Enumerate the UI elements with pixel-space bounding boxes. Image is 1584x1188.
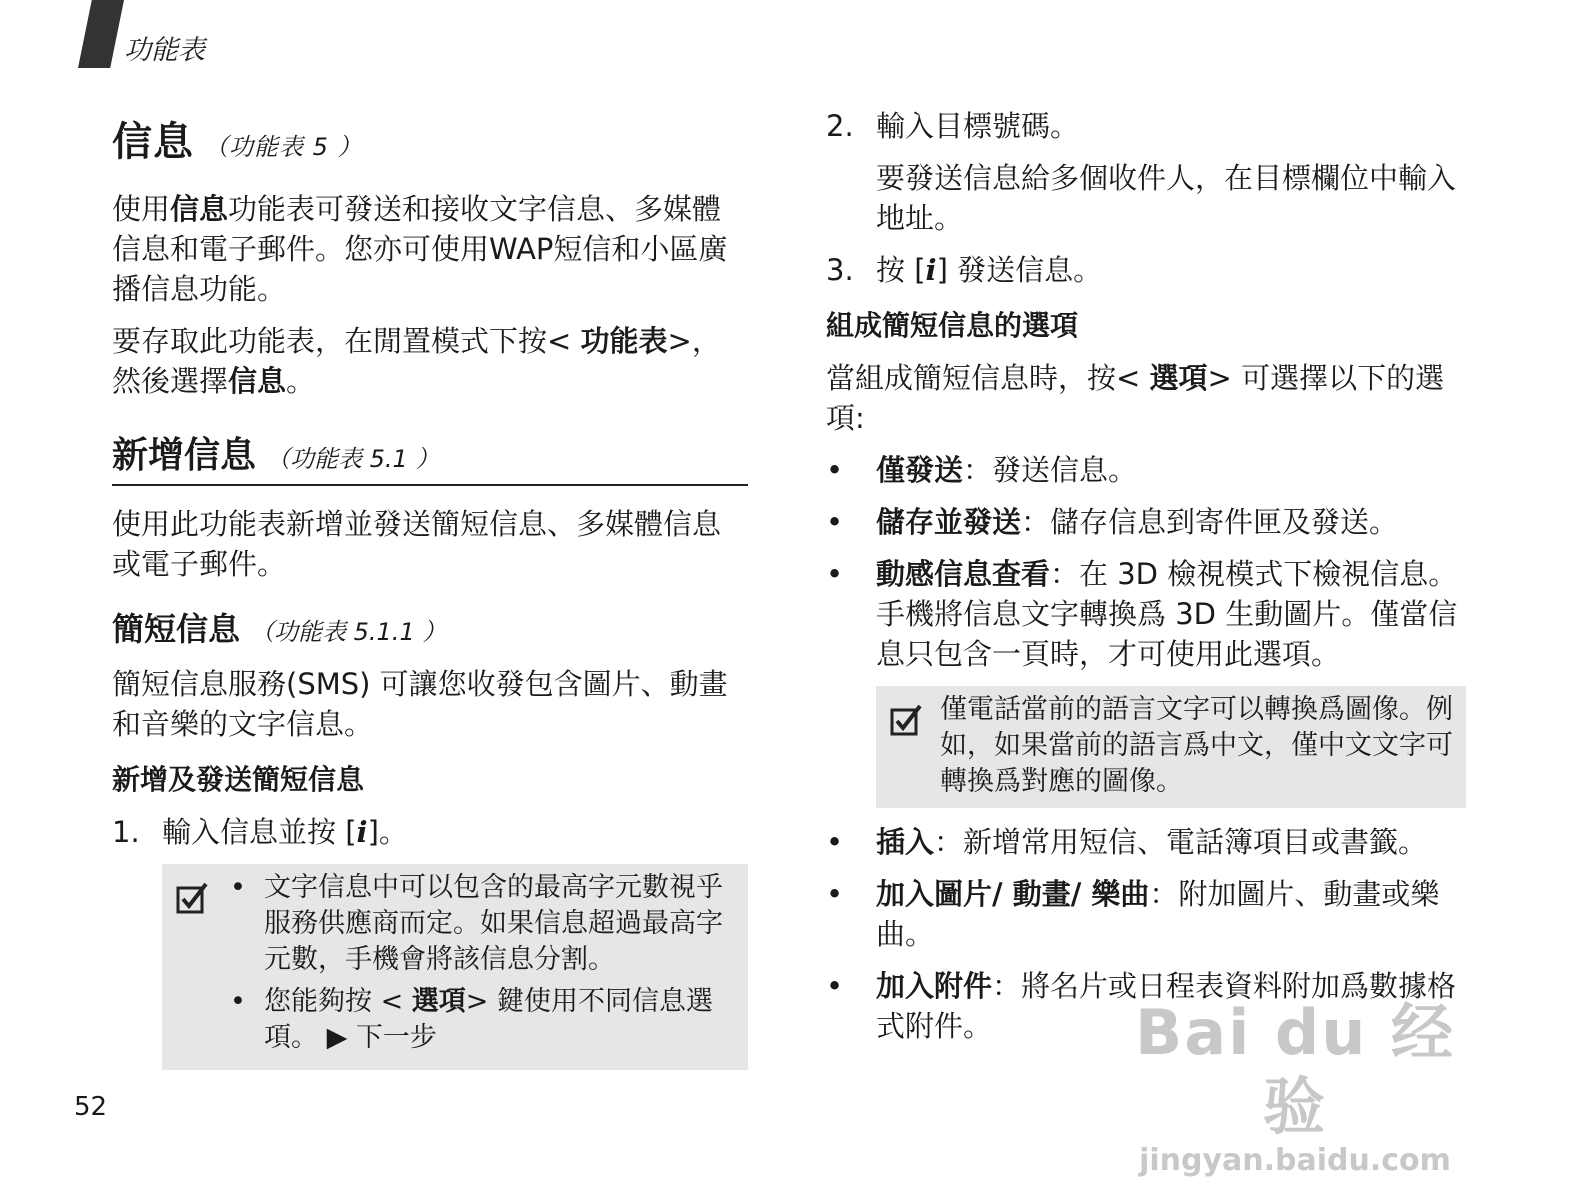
- page-number: 52: [74, 1092, 108, 1122]
- checkbox-note-icon: [172, 882, 212, 914]
- option-text: ：儲存信息到寄件匣及發送。: [1021, 505, 1399, 539]
- bold-term: 選項: [411, 986, 466, 1017]
- header-decor-bar: [78, 0, 124, 68]
- text-run: 按 [: [876, 253, 926, 287]
- bold-term: 選項: [1149, 361, 1208, 395]
- text-run: 使用: [112, 192, 171, 226]
- text-run: > 鍵使用不同信息選項。 ▶ 下一步: [264, 986, 714, 1053]
- option-text: ：新增常用短信、電話簿項目或書籤。: [934, 825, 1428, 859]
- option-text: ：在 3D 檢視模式下檢視信息。手機將信息文字轉換爲 3D 生動圖片。僅當信息只包含一頁時，才可使用此選項。: [876, 557, 1458, 671]
- option-text: ：附加圖片、動畫或樂曲。: [876, 877, 1440, 951]
- checkbox-note-icon: [886, 704, 926, 736]
- option-label: 加入圖片/ 動畫/ 樂曲: [876, 877, 1150, 911]
- watermark-url: jingyan.baidu.com: [1139, 1143, 1451, 1178]
- bold-term: 信息: [170, 192, 229, 226]
- step-3: [826, 250, 1466, 290]
- bold-term: 功能表: [580, 324, 668, 358]
- note-item: [226, 984, 736, 1056]
- option-item: [826, 822, 1466, 862]
- option-label: 僅發送: [876, 453, 964, 487]
- options-list: [826, 450, 1466, 674]
- intro-paragraph-1: [112, 189, 748, 309]
- subsection-heading-text: 簡短信息: [112, 610, 241, 648]
- note-box: [876, 686, 1466, 808]
- baidu-watermark: [1110, 996, 1480, 1178]
- text-run: ] 發送信息。: [936, 253, 1103, 287]
- text-run: 功能表可發送和接收文字信息、多媒體信息和電子郵件。您亦可使用WAP短信和小區廣播信息功能。: [112, 192, 728, 306]
- option-item: [826, 554, 1466, 674]
- right-column: [826, 106, 1466, 1058]
- info-key-icon: i: [925, 253, 937, 287]
- option-item: [826, 450, 1466, 490]
- option-label: 動感信息查看: [876, 557, 1051, 591]
- left-column: [112, 100, 748, 1084]
- text-run: ]。: [367, 815, 408, 849]
- info-key-icon: i: [356, 815, 368, 849]
- page-title-text: 信息: [112, 119, 194, 165]
- option-text: ：發送信息。: [963, 453, 1138, 487]
- text-run: 輸入信息並按 [: [162, 815, 357, 849]
- step-1: [112, 812, 748, 852]
- section-heading: [112, 427, 748, 486]
- step-2-detail: 要發送信息給多個收件人，在目標欄位中輸入地址。: [876, 161, 1457, 235]
- step-text: [876, 250, 1102, 290]
- options-heading: 組成簡短信息的選項: [826, 309, 1079, 342]
- subsection-heading-ref: （功能表 5.1.1 ）: [250, 618, 447, 646]
- subsection-heading: [112, 604, 748, 650]
- note-item: • 文字信息中可以包含的最高字元數視乎服務供應商而定。如果信息超過最高字元數，手機會將該信息分割。: [226, 870, 736, 978]
- step-number: 1.: [112, 815, 140, 849]
- page-title: [112, 110, 748, 167]
- intro-paragraph-2: [112, 321, 748, 401]
- text-run: >，然後選擇: [112, 324, 721, 398]
- subsection-paragraph: 簡短信息服務(SMS) 可讓您收發包含圖片、動畫和音樂的文字信息。: [112, 667, 728, 741]
- option-label: 插入: [876, 825, 935, 859]
- section-paragraph: 使用此功能表新增並發送簡短信息、多媒體信息或電子郵件。: [112, 507, 722, 581]
- step-number: 2.: [826, 109, 854, 143]
- option-item: [826, 502, 1466, 542]
- section-heading-text: 新增信息: [112, 435, 257, 476]
- note-text: 僅電話當前的語言文字可以轉換爲圖像。例如，如果當前的語言爲中文，僅中文文字可轉換爲對應的圖像。: [940, 694, 1453, 797]
- option-item: [826, 874, 1466, 954]
- note-box: [162, 864, 748, 1070]
- step-text: 輸入目標號碼。: [876, 109, 1080, 143]
- option-label: 儲存並發送: [876, 505, 1022, 539]
- page-title-ref: （功能表 5 ）: [204, 133, 363, 161]
- option-label: 加入附件: [876, 969, 993, 1003]
- bold-term: 信息: [228, 364, 287, 398]
- text-run: > 可選擇以下的選項:: [826, 361, 1445, 435]
- section-heading-ref: （功能表 5.1 ）: [266, 445, 440, 473]
- watermark-logo-text: Bai du 经验: [1134, 996, 1456, 1143]
- text-run: 您能夠按 <: [264, 986, 412, 1017]
- options-intro: [826, 358, 1466, 438]
- note-body: [226, 870, 736, 1062]
- text-run: 要存取此功能表，在閒置模式下按<: [112, 324, 581, 358]
- text-run: 當組成簡短信息時，按<: [826, 361, 1150, 395]
- text-run: 。: [286, 364, 316, 398]
- option-text: ：將名片或日程表資料附加爲數據格式附件。: [876, 969, 1457, 1043]
- procedure-heading: 新增及發送簡短信息: [112, 763, 365, 796]
- step-number: 3.: [826, 253, 854, 287]
- step-2: [826, 106, 1466, 146]
- running-header: 功能表: [124, 35, 205, 66]
- step-text: [162, 812, 408, 852]
